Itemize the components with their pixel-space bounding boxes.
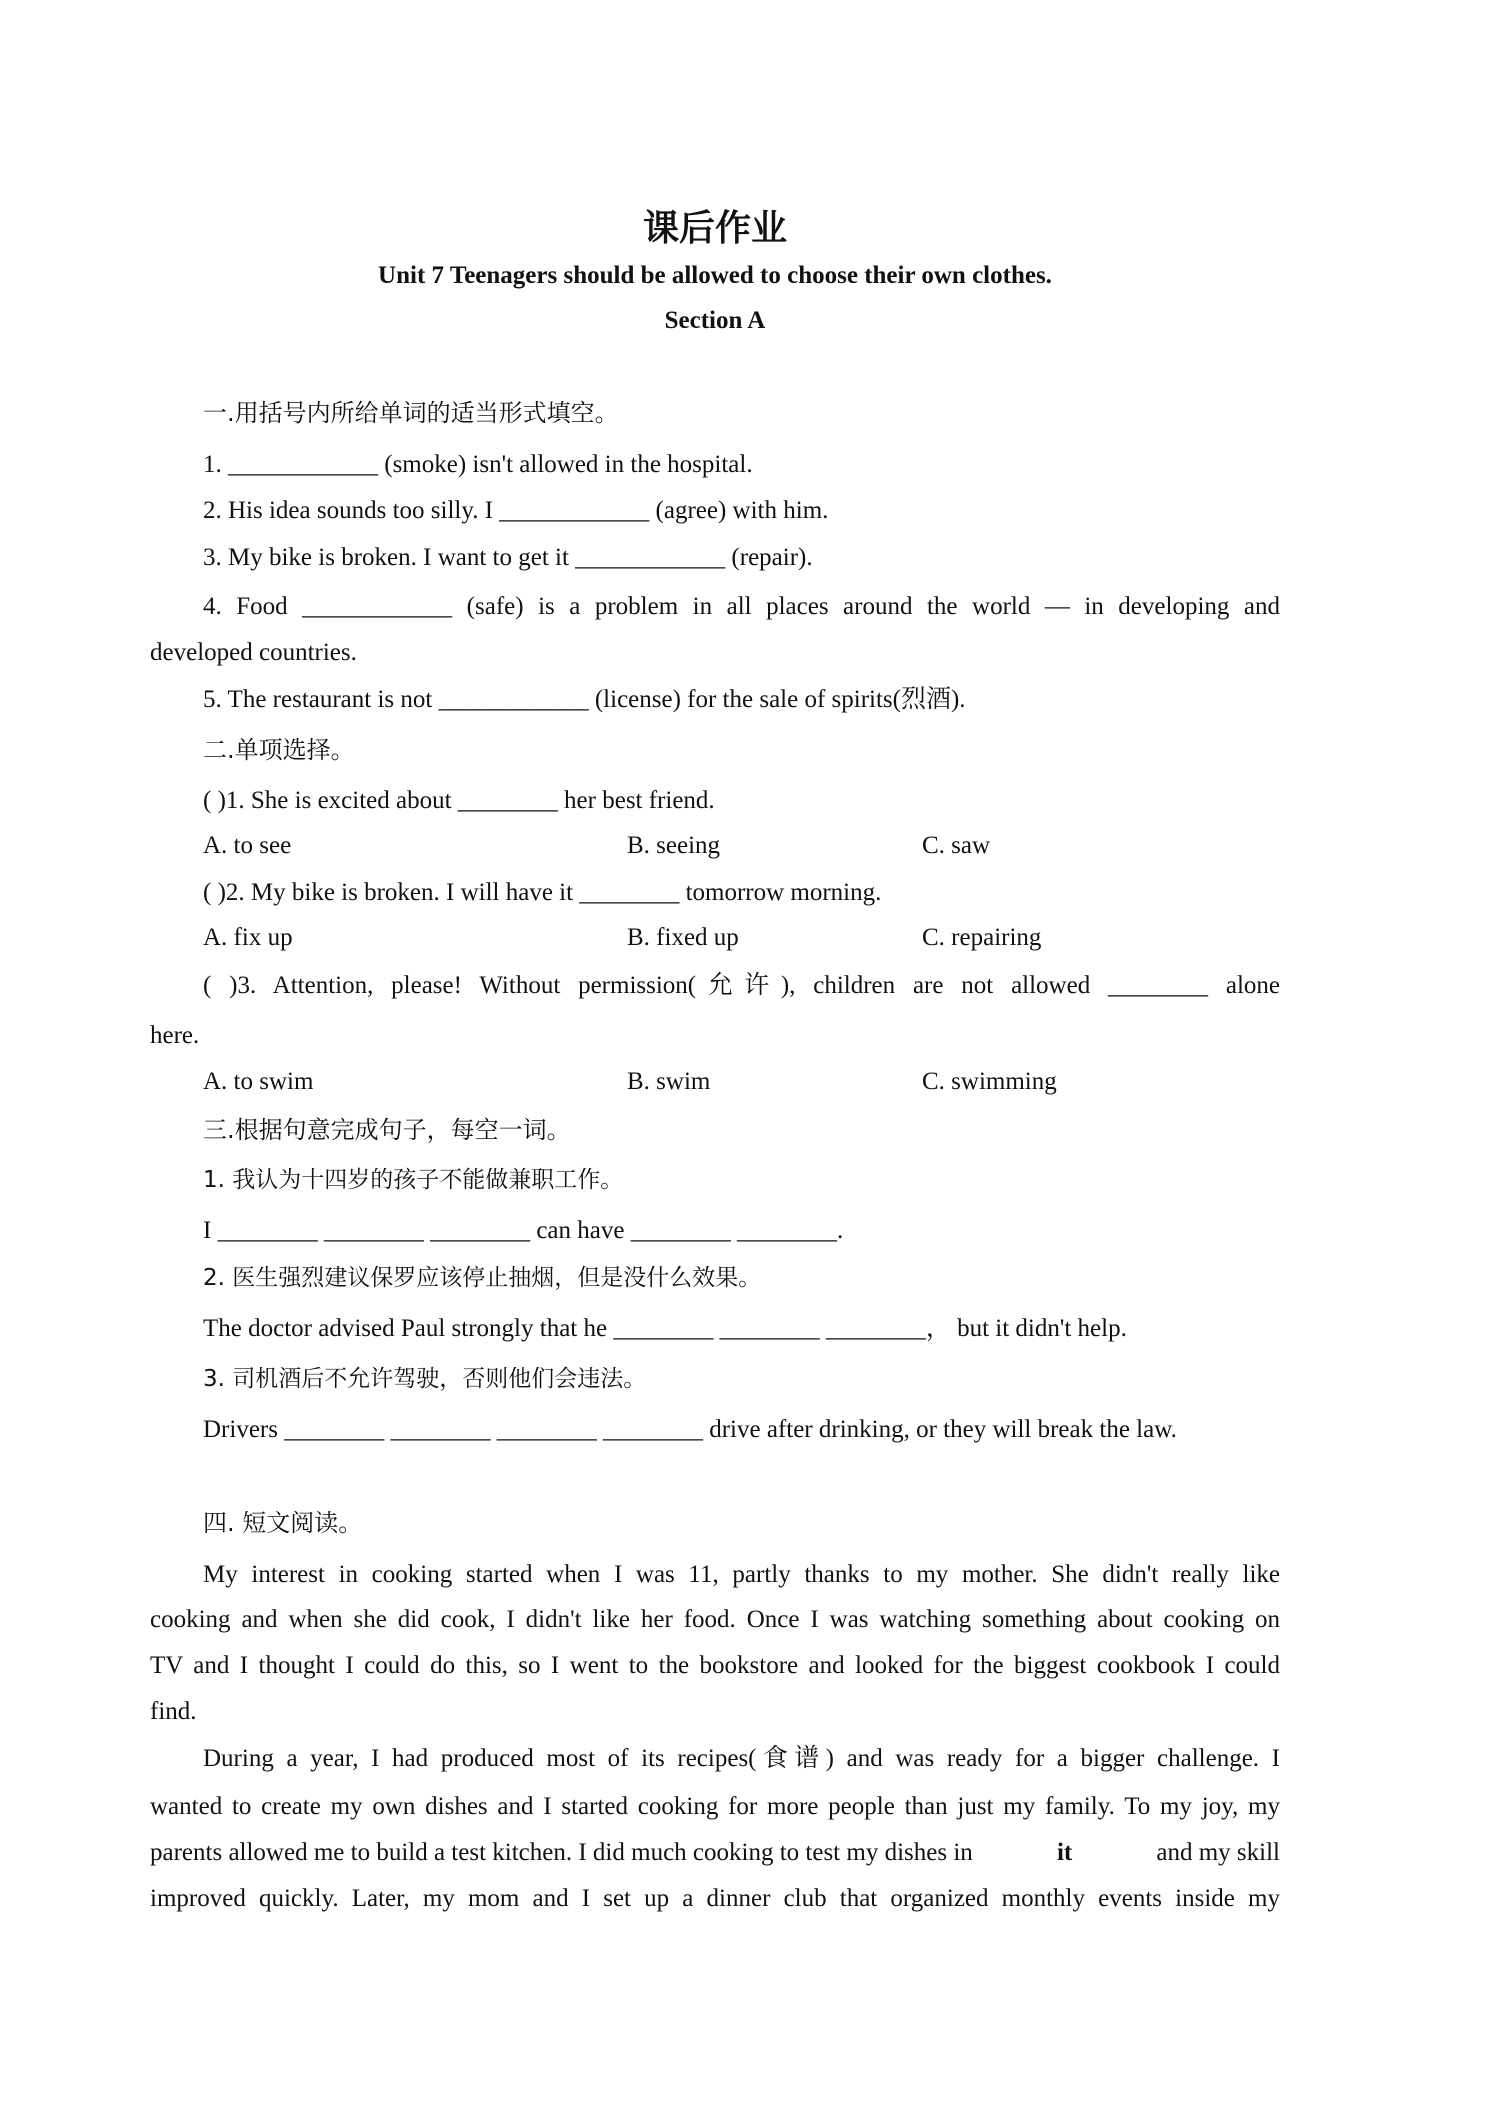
part2-q3-line1: ( )3. Attention, please! Without permission(允许), children are not allowed ________ alone (203, 972, 1280, 999)
part1-q2: 2. His idea sounds too silly. I ____________ (agree) with him. (203, 497, 829, 524)
part2-q3-option-a: A. to swim (203, 1068, 314, 1095)
part3-q1-chinese: 1. 我认为十四岁的孩子不能做兼职工作。 (203, 1167, 624, 1193)
part2-q2-option-b: B. fixed up (627, 924, 739, 951)
part3-q3-chinese: 3. 司机酒后不允许驾驶，否则他们会违法。 (203, 1366, 647, 1392)
part2-q3-line2: here. (150, 1022, 200, 1049)
part3-q2-chinese: 2. 医生强烈建议保罗应该停止抽烟，但是没什么效果。 (203, 1265, 762, 1291)
part2-heading: 二.单项选择。 (203, 736, 355, 764)
page-title: 课后作业 (642, 208, 787, 249)
part1-q4-line1: 4. Food ____________ (safe) is a problem in all places around the world — in developing and (203, 593, 1280, 620)
part2-q1-option-c: C. saw (922, 832, 991, 859)
passage-p2-line2: wanted to create my own dishes and I started cooking for more people than just my family. To my joy, my (150, 1793, 1280, 1820)
part2-q3-option-c: C. swimming (922, 1068, 1057, 1095)
part1-q5: 5. The restaurant is not ____________ (license) for the sale of spirits(烈酒). (203, 686, 966, 713)
passage-p1-line4: find. (150, 1698, 197, 1725)
passage-p2-line1: During a year, I had produced most of its recipes(食谱) and was ready for a bigger challenge. I (203, 1745, 1280, 1772)
passage-p2-line3-part-c: and my skill (1156, 1839, 1280, 1866)
passage-p2-line3 (150, 1838, 1280, 1868)
part2-q2: ( )2. My bike is broken. I will have it ________ tomorrow morning. (203, 879, 882, 906)
part2-q2-option-a: A. fix up (203, 924, 293, 951)
passage-p1-line1: My interest in cooking started when I was 11, partly thanks to my mother. She didn't really like (203, 1561, 1280, 1588)
passage-p2-line3-part-a: parents allowed me to build a test kitchen. I did much cooking to test my dishes in (150, 1839, 973, 1866)
part1-q1: 1. ____________ (smoke) isn't allowed in the hospital. (203, 451, 753, 478)
part3-heading: 三.根据句意完成句子，每空一词。 (203, 1116, 571, 1144)
part2-q1-option-b: B. seeing (627, 832, 721, 859)
part3-q3-english: Drivers ________ ________ ________ ________ drive after drinking, or they will break the law. (203, 1416, 1177, 1443)
part2-q2-option-c: C. repairing (922, 924, 1042, 951)
passage-p1-line3: TV and I thought I could do this, so I went to the bookstore and looked for the biggest cookbook I could (150, 1652, 1280, 1679)
part1-q4-line2: developed countries. (150, 639, 357, 666)
unit-title: Unit 7 Teenagers should be allowed to choose their own clothes. (378, 262, 1052, 289)
part1-heading: 一.用括号内所给单词的适当形式填空。 (203, 399, 619, 427)
passage-p1-line2: cooking and when she did cook, I didn't like her food. Once I was watching something about cooking on (150, 1606, 1280, 1633)
part1-q3: 3. My bike is broken. I want to get it ____________ (repair). (203, 544, 813, 571)
section-title: Section A (664, 307, 766, 334)
part3-q2-english: The doctor advised Paul strongly that he ________ ________ ________， but it didn't help. (203, 1315, 1127, 1342)
passage-bold-it: it (1056, 1839, 1073, 1866)
part2-q1-option-a: A. to see (203, 832, 292, 859)
part2-q3-option-b: B. swim (627, 1068, 711, 1095)
passage-p2-line4: improved quickly. Later, my mom and I set up a dinner club that organized monthly events inside my (150, 1885, 1280, 1912)
part3-q1-english: I ________ ________ ________ can have ________ ________. (203, 1217, 844, 1244)
part4-heading: 四. 短文阅读。 (203, 1509, 363, 1537)
part2-q1: ( )1. She is excited about ________ her best friend. (203, 787, 715, 814)
